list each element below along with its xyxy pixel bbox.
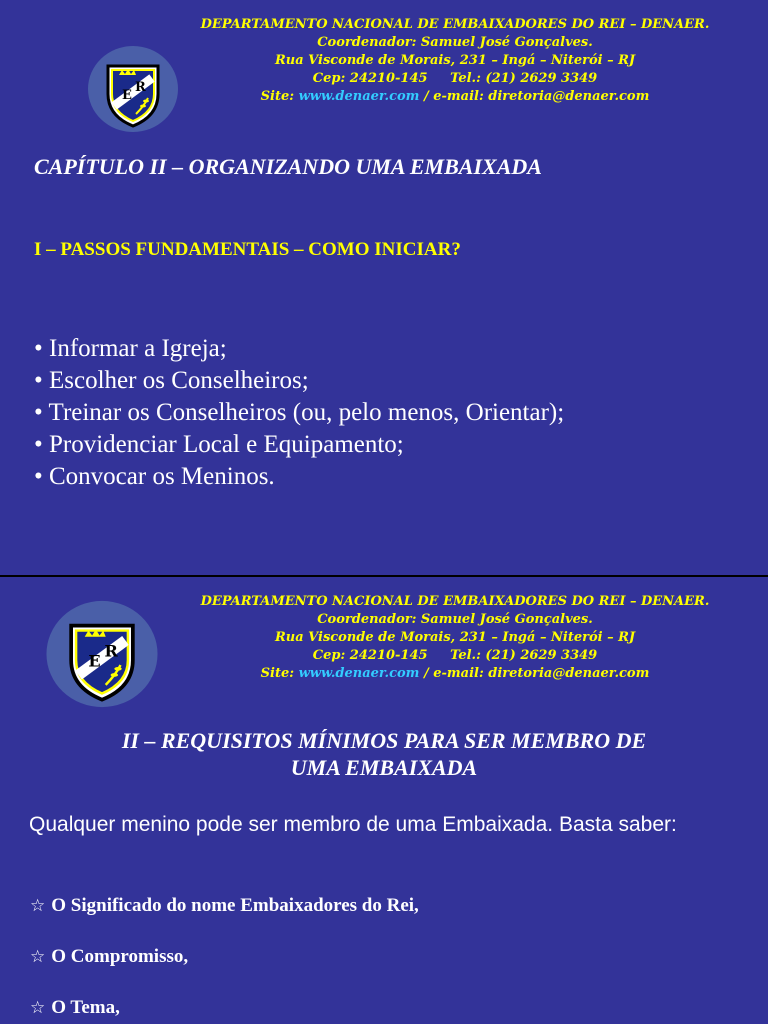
header-phone: Cep: 24210-145 Tel.: (21) 2629 3349 (312, 648, 598, 663)
header-contact (150, 665, 760, 683)
header-coordinator: Coordenador: Samuel José Gonçalves. (317, 35, 593, 50)
header-department: DEPARTAMENTO NACIONAL DE EMBAIXADORES DO REI – DENAER. (200, 594, 710, 609)
requirements-title-line-1: II – REQUISITOS MÍNIMOS PARA SER MEMBRO DE (121, 728, 647, 753)
requirement-item (30, 997, 120, 1019)
site-link[interactable]: www.denaer.com (298, 89, 420, 104)
header-phone: Cep: 24210-145 Tel.: (21) 2629 3349 (312, 71, 598, 86)
chapter-title: CAPÍTULO II – ORGANIZANDO UMA EMBAIXADA (34, 154, 542, 179)
list-item: • Treinar os Conselheiros (ou, pelo menos, Orientar); (34, 399, 565, 426)
email-text: / e-mail: diretoria@denaer.com (419, 89, 650, 104)
crest-logo-icon (44, 597, 160, 711)
list-item: • Convocar os Meninos. (34, 463, 275, 490)
requirement-item (30, 895, 419, 917)
requirement-item (30, 946, 188, 968)
list-item: • Informar a Igreja; (34, 335, 227, 362)
intro-paragraph: Qualquer menino pode ser membro de uma Embaixada. Basta saber: (29, 813, 677, 836)
requirement-text: O Compromisso, (51, 946, 189, 967)
section-title: I – PASSOS FUNDAMENTAIS – COMO INICIAR? (34, 239, 461, 260)
requirement-text: O Tema, (51, 997, 120, 1018)
svg-text:E: E (122, 88, 132, 103)
list-item: • Providenciar Local e Equipamento; (34, 431, 404, 458)
requirements-title (20, 727, 748, 781)
svg-text:R: R (104, 641, 118, 661)
header-coordinator: Coordenador: Samuel José Gonçalves. (317, 612, 593, 627)
header-department: DEPARTAMENTO NACIONAL DE EMBAIXADORES DO REI – DENAER. (200, 17, 710, 32)
star-icon: ☆ (30, 896, 46, 915)
site-link[interactable]: www.denaer.com (298, 666, 420, 681)
header-block (150, 16, 760, 106)
site-label: Site: (260, 89, 299, 104)
header-block (150, 593, 760, 683)
steps-list (34, 333, 564, 493)
header-address: Rua Visconde de Morais, 231 – Ingá – Niterói – RJ (274, 630, 636, 645)
svg-text:E: E (88, 651, 101, 671)
requirement-text: O Significado do nome Embaixadores do Rei, (51, 895, 419, 916)
list-item: • Escolher os Conselheiros; (34, 367, 309, 394)
star-icon: ☆ (30, 947, 46, 966)
email-text: / e-mail: diretoria@denaer.com (419, 666, 650, 681)
header-contact (150, 88, 760, 106)
requirements-title-line-2: UMA EMBAIXADA (290, 755, 478, 780)
star-icon: ☆ (30, 998, 46, 1017)
site-label: Site: (260, 666, 299, 681)
svg-text:R: R (135, 80, 146, 95)
slide-2 (0, 577, 768, 1024)
header-address: Rua Visconde de Morais, 231 – Ingá – Niterói – RJ (274, 53, 636, 68)
